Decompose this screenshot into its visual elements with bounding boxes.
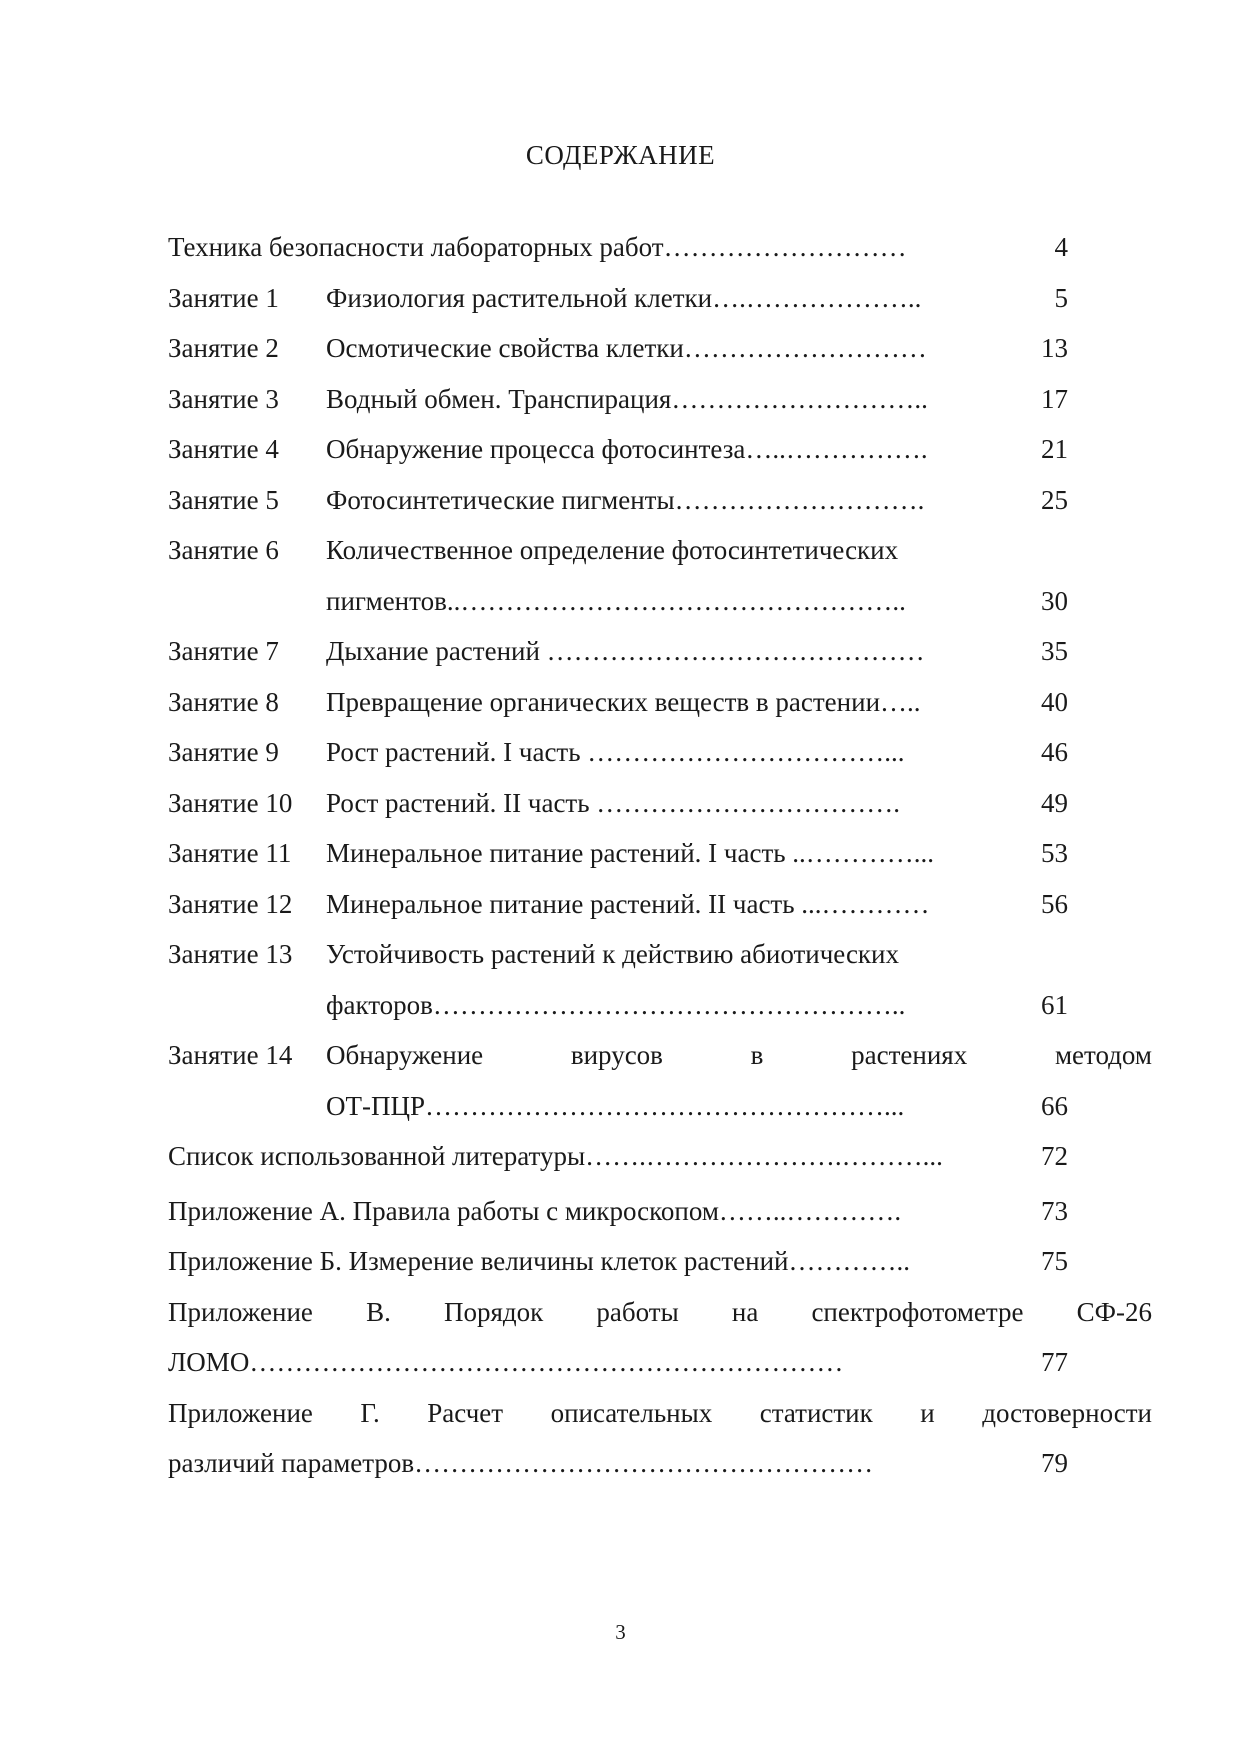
toc-page-number: 35 xyxy=(1041,636,1068,666)
toc-entry-continuation xyxy=(168,980,1068,1031)
toc-entry-text-cont: ОТ-ПЦР……………………………………………... xyxy=(326,1090,905,1121)
toc-entry-text: Дыхание растений …………………………………… xyxy=(326,636,925,666)
toc-lesson-label: Занятие 5 xyxy=(168,484,279,515)
toc-lesson-label: Занятие 8 xyxy=(168,686,279,717)
toc-page-number: 40 xyxy=(1041,686,1068,717)
toc-page-number: 46 xyxy=(1041,737,1068,767)
toc-lesson-label: Занятие 1 xyxy=(168,282,279,313)
toc-page-number: 30 xyxy=(1041,585,1068,616)
toc-entry xyxy=(168,1131,1068,1182)
toc-page-number: 79 xyxy=(1041,1448,1068,1478)
toc-entry xyxy=(168,1030,1152,1081)
toc-page-number: 25 xyxy=(1041,484,1068,515)
toc-entry xyxy=(168,424,1068,475)
toc-lesson-label: Занятие 2 xyxy=(168,333,279,363)
toc-entry xyxy=(168,374,1068,425)
toc-entry-text: Приложение В. Порядок работы на спектрофотометре СФ-26 xyxy=(168,1296,1152,1327)
toc-page-number: 17 xyxy=(1041,383,1068,414)
toc-entry-text: Превращение органических веществ в растении….. xyxy=(326,686,921,717)
toc-entry-continuation xyxy=(168,1337,1068,1388)
toc-entry-text-cont: ЛОМО………………………………………………………… xyxy=(168,1347,844,1377)
toc-entry-text: Приложение Г. Расчет описательных статистик и достоверности xyxy=(168,1397,1152,1428)
toc-lesson-label: Занятие 6 xyxy=(168,535,279,565)
toc-entry-text: Рост растений. II часть ……………………………. xyxy=(326,787,901,818)
toc-entry-text: Минеральное питание растений. I часть ..…………... xyxy=(326,838,935,868)
toc-page-number: 61 xyxy=(1041,989,1068,1020)
toc-entry-text-cont: факторов…………………………………………….. xyxy=(326,989,906,1020)
toc-entry xyxy=(168,222,1068,273)
toc-entry-text: Устойчивость растений к действию абиотических xyxy=(326,939,899,969)
toc-entry-text: Водный обмен. Транспирация……………………….. xyxy=(326,383,928,414)
toc-entry xyxy=(168,828,1068,879)
toc-entry xyxy=(168,1287,1152,1338)
toc-lesson-label: Занятие 14 xyxy=(168,1040,293,1070)
toc-entry-continuation xyxy=(168,1081,1068,1132)
toc-entry xyxy=(168,626,1068,677)
toc-entry-text: Физиология растительной клетки….……………….. xyxy=(326,282,922,313)
toc-lesson-label: Занятие 12 xyxy=(168,888,293,919)
toc-entry-text-cont: пигментов..………………………………………….. xyxy=(326,585,906,616)
toc-entry-text: Приложение Б. Измерение величины клеток растений………….. xyxy=(168,1246,910,1276)
toc-page-number: 4 xyxy=(1054,232,1068,262)
toc-page-number: 73 xyxy=(1041,1195,1068,1226)
page-number: 3 xyxy=(615,1620,626,1644)
toc-page-number: 75 xyxy=(1041,1246,1068,1276)
toc-entry xyxy=(168,879,1068,930)
toc-entry xyxy=(168,1186,1068,1237)
toc-page-number: 66 xyxy=(1041,1090,1068,1121)
table-of-contents xyxy=(168,222,1152,1489)
toc-page-number: 56 xyxy=(1041,888,1068,919)
toc-page-number: 49 xyxy=(1041,787,1068,818)
toc-entry xyxy=(168,727,1068,778)
toc-page-number: 21 xyxy=(1041,434,1068,464)
toc-entry xyxy=(168,1236,1068,1287)
toc-lesson-label: Занятие 7 xyxy=(168,636,279,666)
toc-entry xyxy=(168,323,1068,374)
toc-entry xyxy=(168,273,1068,324)
toc-page-number: 13 xyxy=(1041,333,1068,363)
toc-lesson-label: Занятие 4 xyxy=(168,434,279,464)
toc-entry-continuation xyxy=(168,1438,1068,1489)
toc-lesson-label: Занятие 11 xyxy=(168,838,292,868)
toc-entry-text: Осмотические свойства клетки……………………… xyxy=(326,333,927,363)
toc-entry xyxy=(168,778,1068,829)
toc-entry-text: Список использованной литературы…….………………….………... xyxy=(168,1141,943,1171)
toc-entry xyxy=(168,525,1068,576)
toc-entry-text-cont: различий параметров…………………………………………… xyxy=(168,1448,874,1478)
toc-entry-text: Количественное определение фотосинтетических xyxy=(326,535,899,565)
toc-lesson-label: Занятие 9 xyxy=(168,737,279,767)
page-title: СОДЕРЖАНИЕ xyxy=(525,140,716,170)
toc-entry-text: Рост растений. I часть ……………………………... xyxy=(326,737,905,767)
toc-entry-text: Минеральное питание растений. II часть ...………… xyxy=(326,888,930,919)
toc-entry-text: Обнаружение вирусов в растениях методом xyxy=(326,1040,1152,1070)
toc-entry-text: Приложение А. Правила работы с микроскопом……..…………. xyxy=(168,1195,902,1226)
toc-page-number: 53 xyxy=(1041,838,1068,868)
toc-entry xyxy=(168,929,1068,980)
toc-page-number: 72 xyxy=(1041,1141,1068,1171)
toc-lesson-label: Занятие 10 xyxy=(168,787,293,818)
toc-lesson-label: Занятие 3 xyxy=(168,383,279,414)
toc-entry xyxy=(168,677,1068,728)
toc-entry xyxy=(168,1388,1152,1439)
toc-entry-continuation xyxy=(168,576,1068,627)
toc-entry-text: Фотосинтетические пигменты………………………. xyxy=(326,484,925,515)
toc-entry-text: Техника безопасности лабораторных работ……………………… xyxy=(168,232,907,262)
toc-entry xyxy=(168,475,1068,526)
toc-page-number: 5 xyxy=(1054,282,1068,313)
toc-lesson-label: Занятие 13 xyxy=(168,939,293,969)
toc-entry-text: Обнаружение процесса фотосинтеза…..……………. xyxy=(326,434,928,464)
toc-page-number: 77 xyxy=(1041,1347,1068,1377)
